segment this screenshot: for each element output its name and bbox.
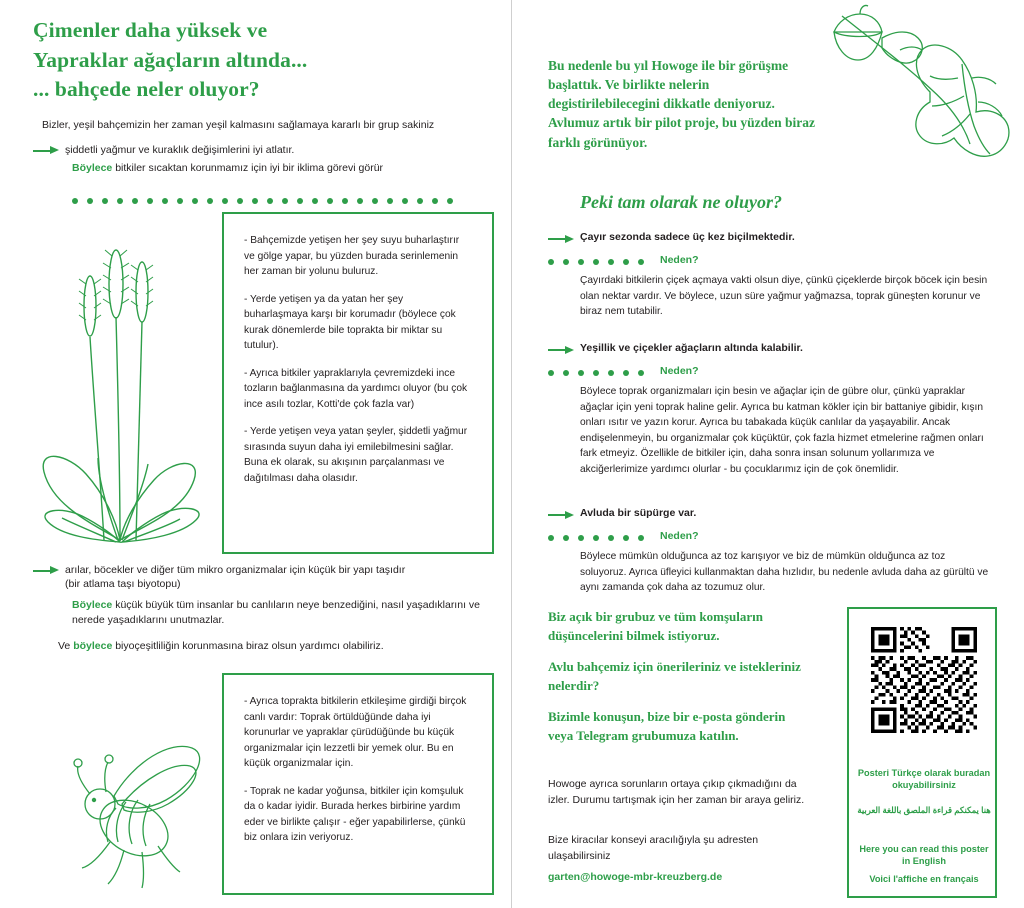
closing-plain-1: Howoge ayrıca sorunların ortaya çıkıp çıkmadığını da izler. Durumu tartışmak için her zaman bir araya geliriz. xyxy=(548,778,805,807)
left-column xyxy=(0,0,511,908)
left-point-2-text: arılar, böcekler ve diğer tüm mikro organizmalar için küçük bir yapı taşıdır xyxy=(65,564,406,576)
arrow-right-icon xyxy=(33,566,59,575)
left-point-3-post: biyoçeşitliliğin korunmasına biraz olsun yardımcı olabiliriz. xyxy=(115,640,384,652)
left-box-1-text xyxy=(244,233,468,498)
question-3-title-text: Avluda bir süpürge var. xyxy=(580,507,697,519)
left-point-2-boylece-text: küçük büyük tüm insanlar bu canlıların neye benzediğini, nasıl yaşadıklarını ve nerede yaşadıklarını unutmazlar. xyxy=(72,599,480,627)
left-point-2 xyxy=(33,563,483,578)
question-3-title xyxy=(580,507,1000,519)
page-title-line-1: Çimenler daha yüksek ve xyxy=(33,18,268,42)
question-1-title xyxy=(580,231,1000,243)
boylece-label: Böylece xyxy=(72,162,113,174)
qr-caption-turkish: Posteri Türkçe olarak buradan okuyabilirsiniz xyxy=(857,768,991,791)
left-point-2-boylece xyxy=(72,598,482,628)
qr-caption-french: Voici l'affiche en français xyxy=(869,874,979,884)
closing-plain-2: Bize kiracılar konseyi aracılığıyla şu adresten ulaşabilirsiniz xyxy=(548,834,759,863)
left-point-3-pre: Ve xyxy=(58,640,71,652)
left-point-1 xyxy=(33,143,493,158)
question-1-title-text: Çayır sezonda sadece üç kez biçilmektedir. xyxy=(580,231,795,243)
page-title xyxy=(33,16,463,105)
closing-block-2: Avlu bahçemiz için önerileriniz ve istekleriniz nelerdir? xyxy=(548,659,801,693)
left-point-2-sub-text: (bir atlama taşı biyotopu) xyxy=(65,578,181,590)
question-2-why: Neden? xyxy=(660,365,699,377)
page-title-line-3: ... bahçede neler oluyor? xyxy=(33,77,260,102)
intro-paragraph: Bizler, yeşil bahçemizin her zaman yeşil kalmasını sağlamaya kararlı bir grup sakiniz xyxy=(42,119,435,131)
left-box-1-para-3: - Ayrıca bitkiler yapraklarıyla çevremizdeki ince tozların bağlanmasına da yardımcı oluyor (bu çok ince asılı tozlar, Kotti'de çok fazla var) xyxy=(244,367,468,410)
page-title-line-2: Yapraklar ağaçların altında... xyxy=(33,47,308,72)
right-top-block: Bu nedenle bu yıl Howoge ile bir görüşme başlattık. Ve birlikte nelerin degistirilebilecegini dikkatle deniyoruz. Avlumuz artık bir pilot proje, bu yüzden biraz farklı görünüyor. xyxy=(548,58,816,150)
qr-caption-english: Here you can read this poster in English xyxy=(859,844,989,867)
plantain-illustration xyxy=(28,222,218,552)
left-box-1-para-2: - Yerde yetişen ya da yatan her şey buharlaşmaya karşı bir korumadır (böylece çok kurak dönemlerde bile toprakta bir miktar su tutulur). xyxy=(244,293,456,351)
question-2-title-text: Yeşillik ve çiçekler ağaçların altında kalabilir. xyxy=(580,342,803,354)
arrow-right-icon xyxy=(548,345,574,354)
question-2-title xyxy=(580,342,1000,354)
arrow-right-icon xyxy=(548,234,574,243)
question-3-body: Böylece mümkün olduğunca az toz karışıyor ve biz de mümkün olduğunca az toz soluyoruz. Ayrıca üfleyici kullanmaktan daha hızlıdır, bu nedenle avluda daha az gürültü ve aynı zamanda çok daha az tozumuz olur. xyxy=(580,551,989,593)
question-1-body: Çayırdaki bitkilerin çiçek açmaya vakti olsun diye, çünkü çiçeklerde birçok böcek için besin olan nektar vardır. Ve böylece, uzun süre yağmur yağmazsa, toprak güneşten korunur ve biraz nem tutabilir. xyxy=(580,275,988,317)
left-box-2-para-2: - Toprak ne kadar yoğunsa, bitkiler için komşuluk da o kadar iyidir. Burada herkes birbirine yardım eder ve birlikte çalışır - eğer yapabilirlerse, çünkü biz onlara izin veriyoruz. xyxy=(244,785,466,843)
question-2-body: Böylece toprak organizmaları için besin ve ağaçlar için de gübre olur, çünkü yapraklar ağaçlar için yeni toprak haline gelir. Ayrıca bu katman kökler için bir battaniye gibidir, kışın onları ısıtır ve yazın korur. Ayrıca bu tabakada küçük canlılar da yaşayabilir. Ancak endişelenmeyin, bu organizmalar çok küçüktür, çok fazla hizmet etmelerine rağmen onları fark etmeyiz. Özellikle de bitkiler için, daha sonra insan solunum yollarımıza ve akciğerlerimize yardımcı olurlar - bu çocuklarımız için de çok önemlidir. xyxy=(580,386,984,475)
qr-caption-arabic: ‏هنا يمكنكم قراءة الملصق باللغة العربية xyxy=(857,805,991,815)
left-box-2-text xyxy=(244,694,468,858)
dot-row-right-1 xyxy=(548,259,644,265)
dot-row-left-1 xyxy=(72,198,453,204)
right-column xyxy=(512,0,1024,908)
closing-block-3: Bizimle konuşun, bize bir e-posta gönderin veya Telegram grubumuza katılın. xyxy=(548,709,786,743)
section-title: Peki tam olarak ne oluyor? xyxy=(580,192,782,212)
left-box-1-para-1: - Bahçemizde yetişen her şey suyu buharlaştırır ve gölge yapar, bu yüzden burada serinlemenin her zaman bir yolunu buluruz. xyxy=(244,235,460,277)
qr-box xyxy=(847,607,997,898)
dot-row-right-2 xyxy=(548,370,644,376)
arrow-right-icon xyxy=(33,146,59,155)
left-point-3 xyxy=(58,639,488,654)
left-point-2-sub xyxy=(65,577,505,592)
closing-block-1: Biz açık bir grubuz ve tüm komşuların düşüncelerini bilmek istiyoruz. xyxy=(548,609,764,643)
left-point-1-sub xyxy=(72,161,502,176)
contact-email[interactable]: garten@howoge-mbr-kreuzberg.de xyxy=(548,871,723,883)
qr-code-icon[interactable] xyxy=(871,627,977,733)
question-1-why: Neden? xyxy=(660,254,699,266)
dot-row-right-3 xyxy=(548,535,644,541)
boylece-label: Böylece xyxy=(72,599,113,611)
oak-branch-illustration xyxy=(812,4,1017,169)
left-point-1-sub-text: bitkiler sıcaktan korunmamız için iyi bir iklima görevi görür xyxy=(115,162,384,174)
left-box-1-para-4: - Yerde yetişen veya yatan şeyler, şiddetli yağmur sırasında suyun daha iyi emilebilmesini sağlar. Buna ek olarak, su akışının parçalanması ve dağıtılması daha olasıdır. xyxy=(244,426,468,484)
bee-illustration xyxy=(38,700,213,900)
arrow-right-icon xyxy=(548,510,574,519)
left-point-1-text: şiddetli yağmur ve kuraklık değişimlerini iyi atlatır. xyxy=(65,144,295,156)
question-3-why: Neden? xyxy=(660,530,699,542)
left-box-2-para-1: - Ayrıca toprakta bitkilerin etkileşime girdiği birçok canlı vardır: Toprak örtüldüğünde daha iyi korunurlar ve yapraklar çürüdüğünde bu küçük organizmalar için lezzetli bir yemek olur. Bu en küçük organizmalar için. xyxy=(244,696,467,769)
boylece-label: böylece xyxy=(73,640,113,652)
